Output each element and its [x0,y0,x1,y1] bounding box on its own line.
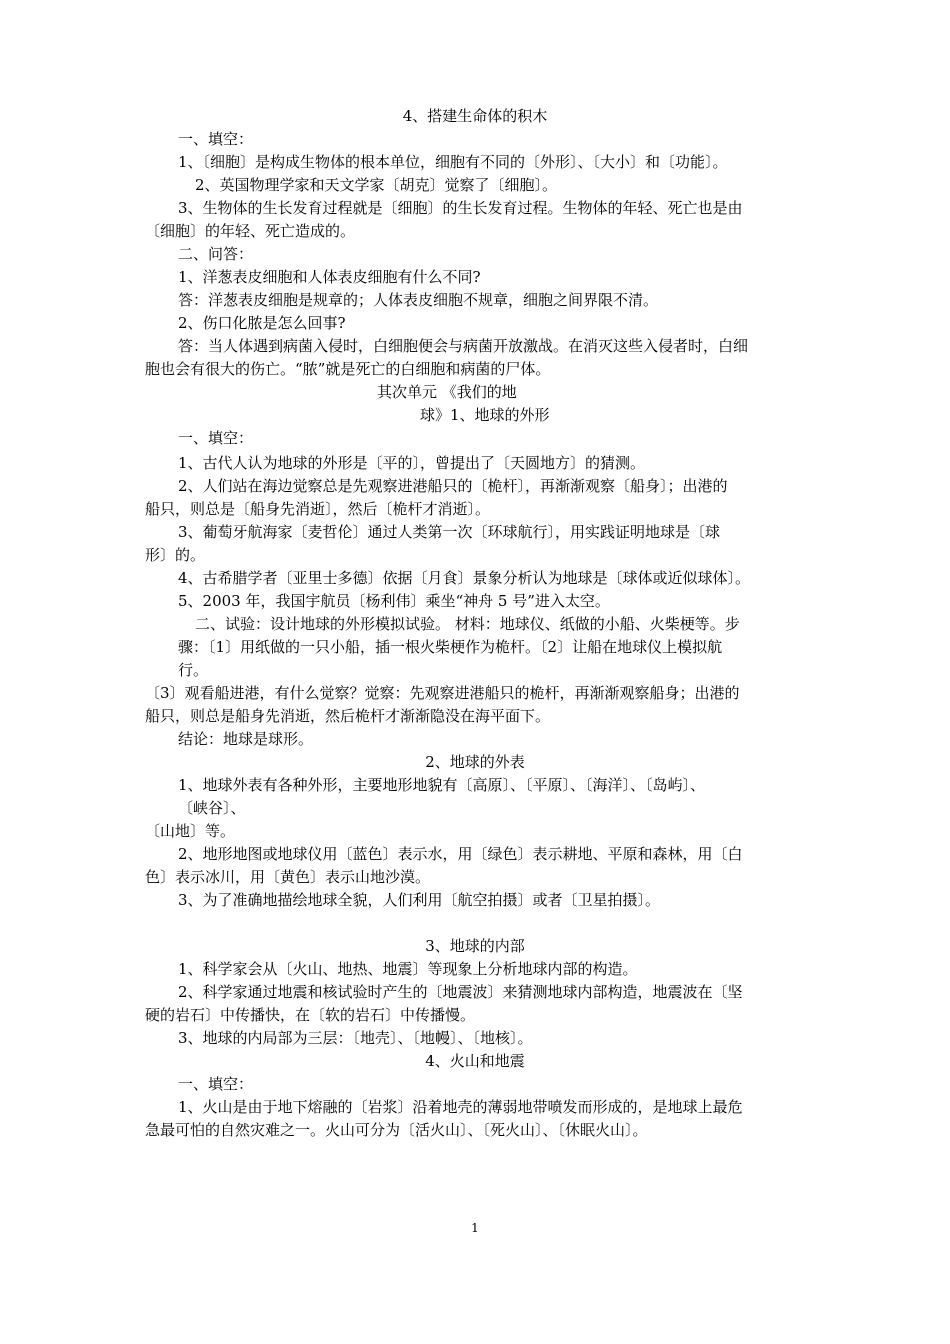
text-line: 3、为了准确地描绘地球全貌，人们利用〔航空拍摄〕或者〔卫星拍摄〕。 [178,891,661,909]
text-line: 2、人们站在海边觉察总是先观察进港船只的〔桅杆〕，再渐渐观察〔船身〕；出港的 [178,477,728,495]
text-line: 1、〔细胞〕是构成生物体的根本单位，细胞有不同的〔外形〕、〔大小〕和〔功能〕。 [178,153,728,171]
text-line: 〔3〕观看船进港，有什么觉察？觉察：先观察进港船只的桅杆，再渐渐观察船身；出港的 [145,684,740,702]
text-line: 〔细胞〕的年轻、死亡造成的。 [145,222,356,240]
text-line: 1、地球外表有各种外形，主要地形地貌有〔高原〕、〔平原〕、〔海洋〕、〔岛屿〕、 [178,776,706,794]
heading: 一、填空： [178,429,254,447]
section-title: 4、火山和地震 [425,1052,525,1070]
text-line: 结论：地球是球形。 [178,730,314,748]
text-line: 2、地形地图或地球仪用〔蓝色〕表示水，用〔绿色〕表示耕地、平原和森林，用〔白 [178,845,743,863]
text-line: 〔峡谷〕、 [178,799,246,817]
text-line: 硬的岩石〕中传播快，在〔软的岩石〕中传播慢。 [145,1006,476,1024]
text-line: 急最可怕的自然灾难之一。火山可分为〔活火山〕、〔死火山〕、〔休眠火山〕。 [145,1121,648,1139]
text-line: 2、伤口化脓是怎么回事? [178,314,346,332]
heading: 一、填空： [178,130,254,148]
text-line: 3、生物体的生长发育过程就是〔细胞〕的生长发育过程。生物体的年轻、死亡也是由 [178,199,743,217]
text-line: 1、古代人认为地球的外形是〔平的〕，曾提出了〔天圆地方〕的猜测。 [178,454,646,472]
heading: 二、问答： [178,245,254,263]
text-line: 船只，则总是〔船身先消逝〕，然后〔桅杆才消逝〕。 [145,500,491,518]
text-line: 二、试验：设计地球的外形模拟试验。 材料：地球仪、纸做的小船、火柴梗等。步 [195,615,740,633]
text-line: 5、2003 年，我国宇航员〔杨利伟〕乘坐“神舟 5 号”进入太空。 [178,592,610,610]
text-line: 胞也会有很大的伤亡。“脓”就是死亡的白细胞和病菌的尸体。 [145,360,551,378]
heading: 一、填空： [178,1075,254,1093]
text-line: 骤：〔1〕用纸做的一只小船，插一根火柴梗作为桅杆。〔2〕让船在地球仪上模拟航 [178,638,723,656]
text-line: 行。 [178,661,209,679]
unit-title: 其次单元 《我们的地 [377,383,517,401]
section-title: 4、搭建生命体的积木 [402,107,548,125]
section-title: 3、地球的内部 [425,937,525,955]
page-number: 1 [471,1221,479,1235]
text-line: 4、古希腊学者〔亚里士多德〕依据〔月食〕景象分析认为地球是〔球体或近似球体〕。 [178,569,751,587]
text-line: 2、科学家通过地震和核试验时产生的〔地震波〕来猜测地球内部构造，地震波在〔坚 [178,983,743,1001]
text-line: 答：洋葱表皮细胞是规章的；人体表皮细胞不规章，细胞之间界限不清。 [178,291,659,309]
text-line: 1、科学家会从〔火山、地热、地震〕等现象上分析地球内部的构造。 [178,960,638,978]
text-line: 形〕的。 [145,546,206,564]
text-line: 2、英国物理学家和天文学家〔胡克〕觉察了〔细胞〕。 [195,176,558,194]
text-line: 1、洋葱表皮细胞和人体表皮细胞有什么不同? [178,268,481,286]
text-line: 3、地球的内局部为三层：〔地壳〕、〔地幔〕、〔地核〕。 [178,1029,533,1047]
text-line: 3、葡萄牙航海家〔麦哲伦〕通过人类第一次〔环球航行〕，用实践证明地球是〔球 [178,523,721,541]
text-line: 船只，则总是船身先消逝，然后桅杆才渐渐隐没在海平面下。 [145,707,551,725]
text-line: 答：当人体遇到病菌入侵时，白细胞便会与病菌开放激战。在消灭这些入侵者时，白细 [178,337,749,355]
text-line: 〔山地〕等。 [145,822,236,840]
text-line: 色〕表示冰川，用〔黄色〕表示山地沙漠。 [145,868,431,886]
section-title: 球》1、地球的外形 [420,406,550,424]
section-title: 2、地球的外表 [425,753,525,771]
text-line: 1、火山是由于地下熔融的〔岩浆〕沿着地壳的薄弱地带喷发而形成的，是地球上最危 [178,1098,743,1116]
